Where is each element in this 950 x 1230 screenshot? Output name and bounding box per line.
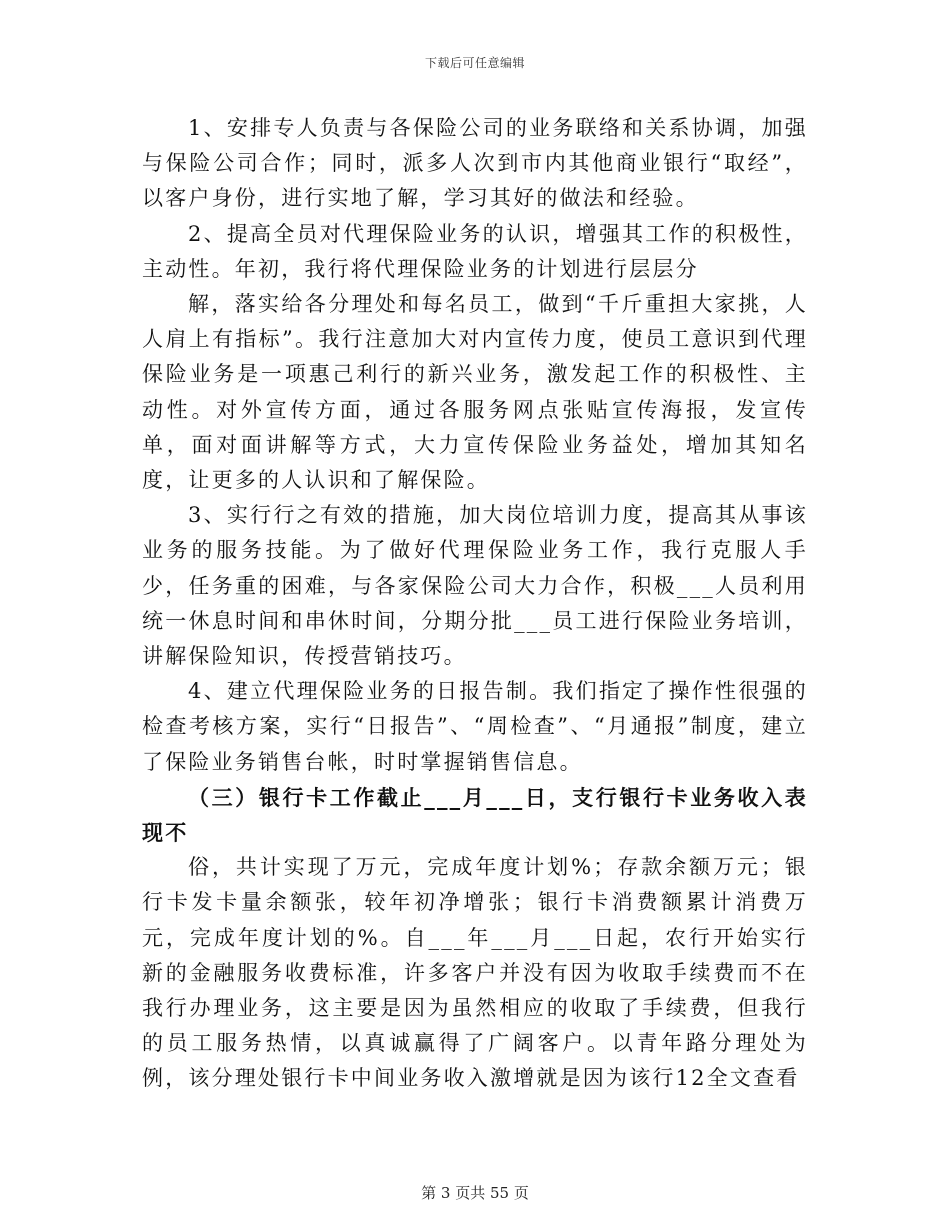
paragraph-2: 2、提高全员对代理保险业务的认识，增强其工作的积极性，主动性。年初，我行将代理保险业务的计划进行层层分 [142, 221, 808, 281]
document-body [142, 111, 808, 1097]
paragraph-3: 解，落实给各分理处和每名员工，做到“千斤重担大家挑，人人肩上有指标”。我行注意加大对内宣传力度，使员工意识到代理保险业务是一项惠己利行的新兴业务，激发起工作的积极性、主动性。对外宣传方面，通过各服务网点张贴宣传海报，发宣传单，面对面讲解等方式，大力宣传保险业务益处，增加其知名度，让更多的人认识和了解保险。 [142, 292, 808, 493]
paragraph-1: 1、安排专人负责与各保险公司的业务联络和关系协调，加强与保险公司合作；同时，派多人次到市内其他商业银行“取经”，以客户身份，进行实地了解，学习其好的做法和经验。 [142, 116, 808, 211]
page-footer: 第 3 页共 55 页 [421, 1184, 529, 1202]
paragraph-6: 俗，共计实现了万元，完成年度计划%；存款余额万元；银行卡发卡量余额张，较年初净增张；银行卡消费额累计消费万元，完成年度计划的%。自___年___月___日起，农行开始实行新的金融服务收费标准，许多客户并没有因为收取手续费而不在我行办理业务，这主要是因为虽然相应的收取了手续费，但我行的员工服务热情，以真诚赢得了广阔客户。以青年路分理处为例，该分理处银行卡中间业务收入激增就是因为该行12全文查看 [142, 855, 808, 1091]
page-header: 下载后可任意编辑 [424, 56, 525, 70]
paragraph-4: 3、实行行之有效的措施，加大岗位培训力度，提高其从事该业务的服务技能。为了做好代理保险业务工作，我行克服人手少，任务重的困难，与各家保险公司大力合作，积极___人员利用统一休息时间和串休时间，分期分批___员工进行保险业务培训，讲解保险知识，传授营销技巧。 [142, 503, 808, 669]
section-heading-bank-card: （三）银行卡工作截止___月___日，支行银行卡业务收入表现不 [142, 784, 808, 846]
paragraph-5: 4、建立代理保险业务的日报告制。我们指定了操作性很强的检查考核方案，实行“日报告”、“周检查”、“月通报”制度，建立了保险业务销售台帐，时时掌握销售信息。 [142, 679, 808, 774]
